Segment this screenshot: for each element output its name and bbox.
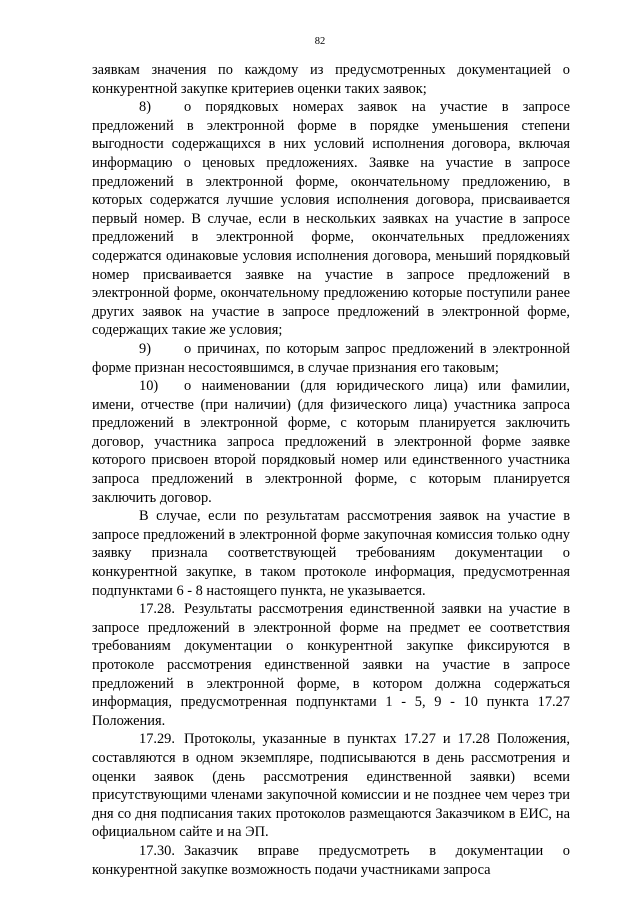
clause-number: 17.30. <box>139 842 175 859</box>
clause-17-28 <box>92 600 570 730</box>
clause-17-29 <box>92 730 570 842</box>
paragraph-text: о порядковых номерах заявок на участие в запросе предложений в электронной форме в порядке уменьшения степени выгодности содержащихся в них условий исполнения договора, включая информацию о ценовых предложениях. Заявке на участие в запросе предложений в электронной форме, окончательному предложению, в которых содержатся лучшие условия исполнения договора, присваивается первый номер. В случае, если в нескольких заявках на участие в запросе предложений в электронной форме, окончательных предложениях содержатся одинаковые условия исполнения договора, меньший порядковый номер присваивается заявке на участие в запросе предложений в электронной форме, окончательному предложению которые поступили ранее других заявок на участие в запросе предложений в электронной форме, содержащих такие же условия; <box>92 99 570 339</box>
paragraph <box>92 507 570 600</box>
paragraph-text: о причинах, по которым запрос предложений в электронной форме признан несостоявшимся, в случае признания его таковым; <box>92 340 570 376</box>
list-number: 9) <box>139 340 151 357</box>
list-item-8 <box>92 98 570 340</box>
paragraph-text: Протоколы, указанные в пунктах 17.27 и 17.28 Положения, составляются в одном экземпляре, подписываются в день рассмотрения и оценки заявок (день рассмотрения единственной заявки) всеми присутствующими членами закупочной комиссии и не позднее чем через три дня со дня подписания таких протоколов размещаются Заказчиком в ЕИС, на официальном сайте и на ЭП. <box>92 731 570 841</box>
paragraph-text: Результаты рассмотрения единственной заявки на участие в запросе предложений в электронной форме на предмет ее соответствия требованиям документации о конкурентной закупке фиксируются в протоколе рассмотрения единственной заявки на участие в запросе предложений в электронной форме, в котором должна содержаться информация, предусмотренная подпунктами 1 - 5, 9 - 10 пункта 17.27 Положения. <box>92 601 570 729</box>
clause-number: 17.29. <box>139 731 175 748</box>
paragraph-continuation <box>92 61 570 98</box>
page-number: 82 <box>314 36 326 47</box>
clause-number: 17.28. <box>139 601 175 618</box>
list-item-10 <box>92 377 570 507</box>
paragraph-text: В случае, если по результатам рассмотрения заявок на участие в запросе предложений в электронной форме закупочная комиссия только одну заявку признала соответствующей требованиям документации о конкурентной закупке, в таком протоколе информация, предусмотренная подпунктами 6 - 8 настоящего пункта, не указывается. <box>92 508 570 599</box>
document-body <box>92 61 570 879</box>
paragraph-text: Заказчик вправе предусмотреть в документации о конкурентной закупке возможность подачи участниками запроса <box>92 842 570 878</box>
clause-17-30 <box>92 842 570 879</box>
list-number: 8) <box>139 99 151 116</box>
paragraph-text: заявкам значения по каждому из предусмотренных документацией о конкурентной закупке критериев оценки таких заявок; <box>92 62 570 97</box>
list-number: 10) <box>139 378 159 395</box>
paragraph-text: о наименовании (для юридического лица) или фамилии, имени, отчестве (при наличии) (для физического лица) участника запроса предложений в электронной форме, с которым планируется заключить договор, участника запроса предложений в электронной форме заявке которого присвоен второй порядковый номер или единственного участника запроса предложений в электронной форме, с которым планируется заключить договор. <box>92 378 570 506</box>
list-item-9 <box>92 340 570 377</box>
